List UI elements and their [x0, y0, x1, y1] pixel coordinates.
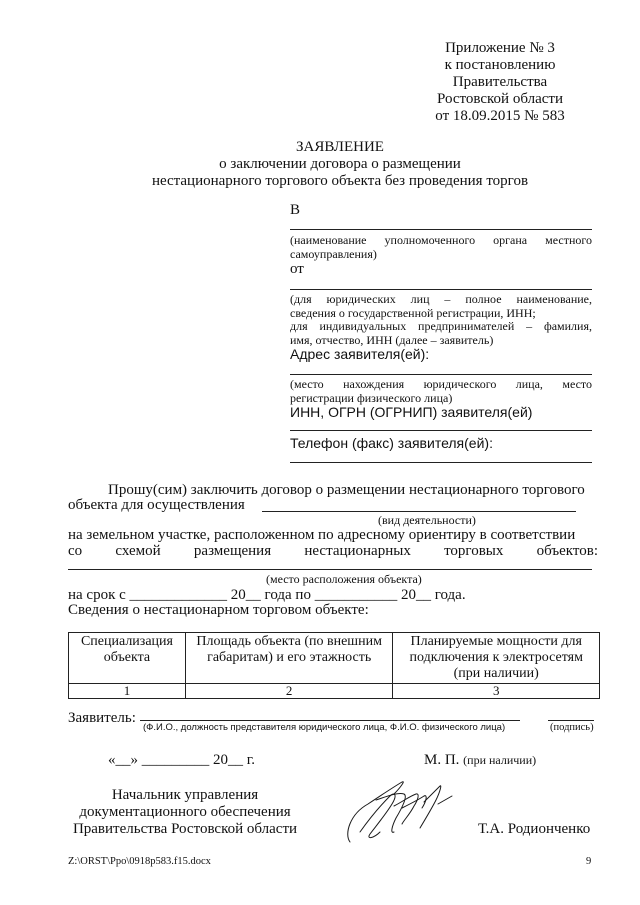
to-hint: (наименование уполномоченного органа местного: [290, 233, 592, 247]
location-paragraph: на земельном участке, расположенном по адресному ориентиру в соответствии: [68, 527, 576, 543]
file-path: Z:\ORST\Ppo\0918p583.f15.docx: [68, 856, 211, 867]
phone-label: Телефон (факс) заявителя(ей):: [290, 435, 493, 451]
table-header-cell: Площадь объекта (по внешним габаритам) и его этажность: [185, 633, 393, 684]
location-hint: (место расположения объекта): [266, 572, 422, 586]
address-hint: (место нахождения юридического лица, место: [290, 377, 592, 391]
object-info-table: [68, 632, 600, 699]
address-hint: регистрации физического лица): [290, 391, 453, 405]
stamp-label: М. П.: [424, 752, 460, 768]
appendix-block: [410, 40, 590, 125]
inn-field-line[interactable]: [290, 430, 592, 431]
appendix-line: Правительства: [452, 74, 548, 90]
document-subtitle: о заключении договора о размещении: [219, 156, 461, 172]
handwritten-signature: [340, 774, 460, 850]
appendix-line: к постановлению: [444, 57, 556, 73]
appendix-line: Приложение № 3: [445, 40, 555, 56]
applicant-name-line[interactable]: [140, 720, 520, 721]
term-line: на срок с _____________ 20__ года по ___________ 20__ года.: [68, 587, 466, 603]
activity-field-line[interactable]: [262, 511, 576, 512]
table-header-row: [69, 633, 600, 684]
table-header-cell: Специализация объекта: [69, 633, 186, 684]
official-block: [68, 787, 302, 838]
applicant-hint: (Ф.И.О., должность представителя юридического лица, Ф.И.О. физического лица): [143, 722, 506, 733]
table-number-cell: 3: [393, 684, 600, 699]
official-line: Правительства Ростовской области: [72, 821, 298, 837]
request-paragraph: Прошу(сим) заключить договор о размещении нестационарного торгового: [108, 482, 585, 498]
table-number-cell: 2: [185, 684, 393, 699]
document-subtitle: нестационарного торгового объекта без проведения торгов: [151, 173, 529, 189]
applicant-sign-line[interactable]: [548, 720, 594, 721]
stamp-block: [424, 752, 536, 769]
document-title: ЗАЯВЛЕНИЕ: [296, 139, 384, 155]
appendix-line: Ростовской области: [437, 91, 563, 107]
to-label: В: [290, 202, 301, 218]
to-field-line[interactable]: [290, 229, 592, 230]
address-label: Адрес заявителя(ей):: [290, 346, 430, 362]
signer-name: Т.А. Родионченко: [478, 821, 591, 837]
table-number-row: [69, 684, 600, 699]
page-number: 9: [586, 856, 592, 867]
sign-hint: (подпись): [550, 722, 594, 733]
official-line: документационного обеспечения: [79, 804, 291, 820]
info-line: Сведения о нестационарном торговом объекте:: [68, 602, 369, 618]
address-field-line[interactable]: [290, 374, 592, 375]
from-label: от: [290, 261, 304, 277]
activity-hint: (вид деятельности): [378, 513, 476, 527]
applicant-label: Заявитель:: [68, 710, 136, 726]
from-hint: для индивидуальных предпринимателей – фамилия,: [290, 319, 592, 333]
from-field-line[interactable]: [290, 289, 592, 290]
location-paragraph: со схемой размещения нестационарных торговых объектов:: [68, 543, 598, 559]
table-number-cell: 1: [69, 684, 186, 699]
official-line: Начальник управления: [111, 787, 259, 803]
from-hint: (для юридических лиц – полное наименование,: [290, 292, 592, 306]
phone-field-line[interactable]: [290, 462, 592, 463]
inn-label: ИНН, ОГРН (ОГРНИП) заявителя(ей): [290, 404, 533, 420]
stamp-hint: (при наличии): [463, 753, 537, 767]
appendix-line: от 18.09.2015 № 583: [435, 108, 565, 124]
to-hint: самоуправления): [290, 247, 377, 261]
location-field-line[interactable]: [68, 569, 592, 570]
from-hint: сведения о государственной регистрации, ИНН;: [290, 306, 536, 320]
document-heading: [130, 139, 550, 190]
table-header-cell: Планируемые мощности для подключения к электросетям (при наличии): [393, 633, 600, 684]
from-hint: имя, отчество, ИНН (далее – заявитель): [290, 333, 494, 347]
request-paragraph: объекта для осуществления: [68, 497, 245, 513]
date-line: «__» _________ 20__ г.: [108, 752, 255, 768]
